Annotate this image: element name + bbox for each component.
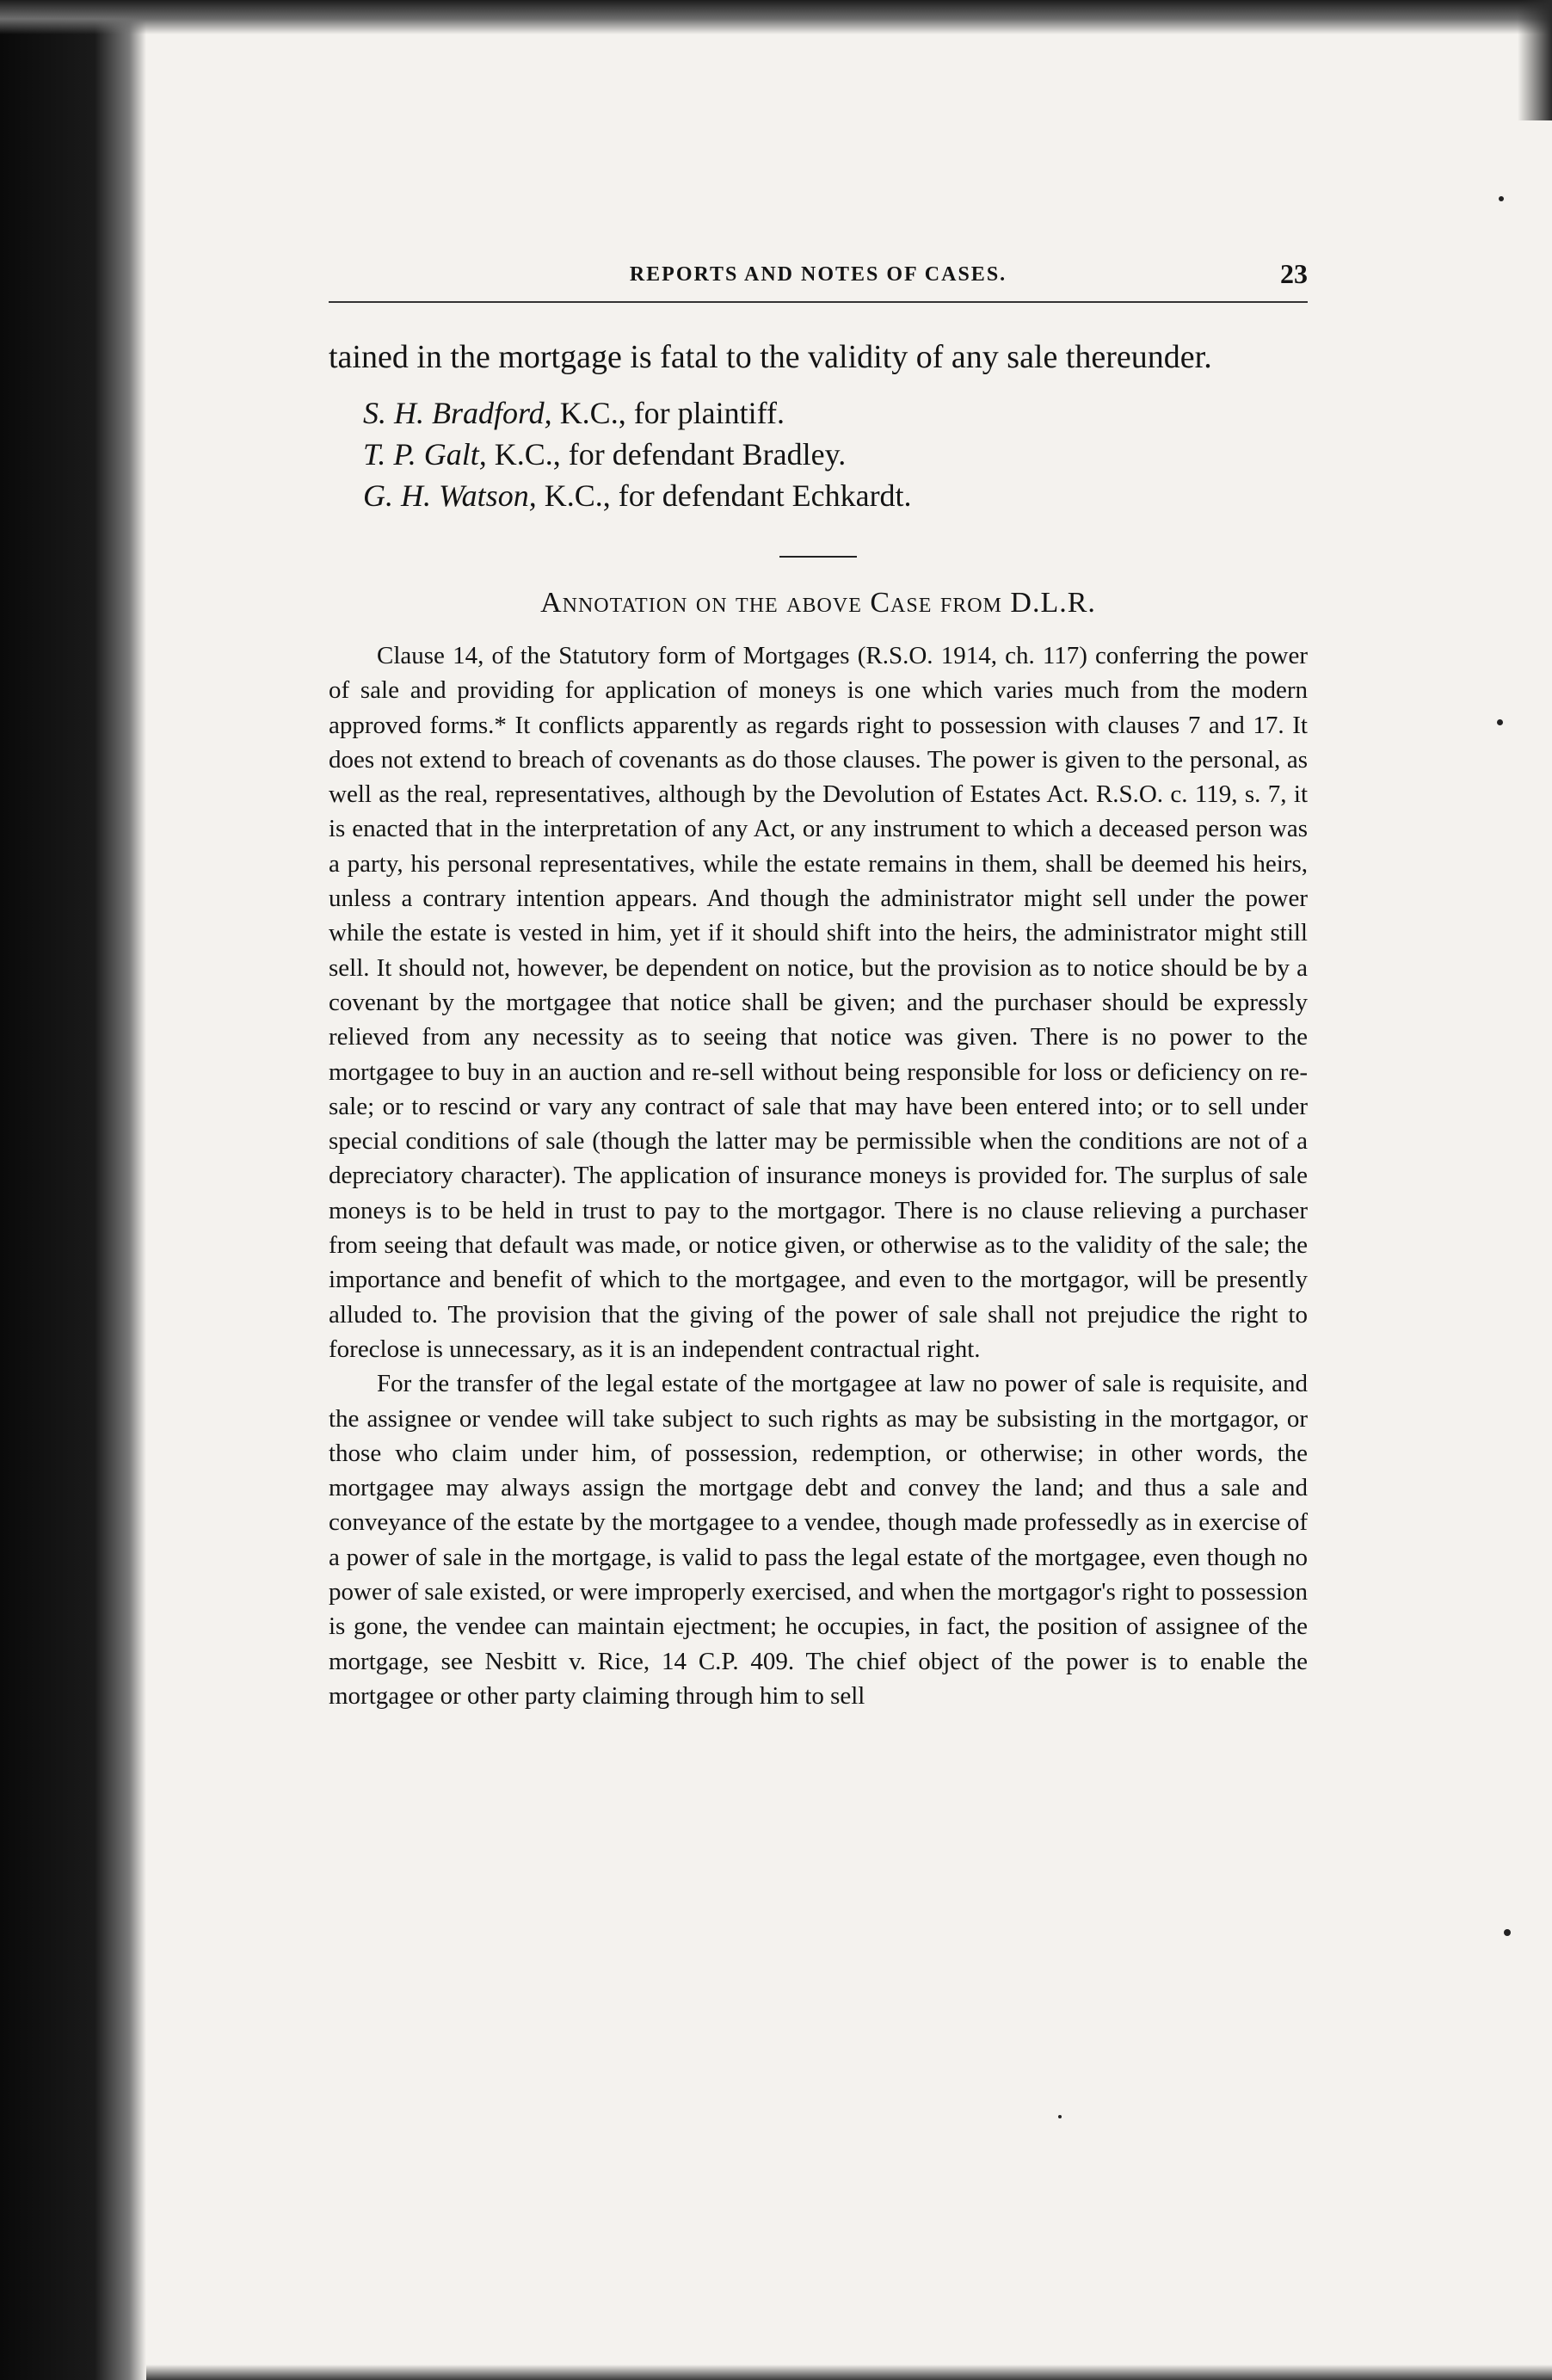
counsel-role: K.C., for plaintiff. [551,396,785,430]
counsel-entry [363,475,1308,516]
running-title: REPORTS AND NOTES OF CASES. [629,263,1007,286]
running-head [329,258,1308,303]
page-number: 23 [1280,258,1308,289]
scan-speck [1499,196,1504,201]
counsel-name: G. H. Watson, [363,478,537,513]
counsel-role: K.C., for defendant Echkardt. [536,478,912,513]
annotation-heading: Annotation on the above Case from D.L.R. [540,587,1096,619]
annotation-paragraph: Clause 14, of the Statutory form of Mortgages (R.S.O. 1914, ch. 117) conferring the power of sale and providing for application of moneys is one which varies much from the modern approved forms.* It conflicts apparently as regards right to possession with clauses 7 and 17. It does not extend to breach of covenants as do those clauses. The power is given to the personal, as well as the real, representatives, although by the Devolution of Estates Act. R.S.O. c. 119, s. 7, it is enacted that in the interpretation of any Act, or any instrument to which a deceased person was a party, his personal representatives, while the estate remains in them, shall be deemed his heirs, unless a contrary intention appears. And though the administrator might sell under the power while the estate is vested in him, yet if it should shift into the heirs, the administrator might still sell. It should not, however, be dependent on notice, but the provision as to notice should be by a covenant by the mortgagee that notice shall be given; and the purchaser should be expressly relieved from any necessity as to seeing that notice was given. There is no power to the mortgagee to buy in an auction and re-sell without being responsible for loss or deficiency on re-sale; or to rescind or vary any contract of sale that may have been entered into; or to sell under special conditions of sale (though the latter may be permissible when the conditions are not of a depreciatory character). The application of insurance moneys is provided for. The surplus of sale moneys is to be held in trust to pay to the mortgagor. There is no clause relieving a purchaser from seeing that default was made, or notice given, or otherwise as to the validity of the sale; the importance and benefit of which to the mortgagee, and even to the mortgagor, will be presently alluded to. The provision that the giving of the power of sale shall not prejudice the right to foreclose is unnecessary, as it is an independent contractual right. [329,642,1308,1363]
scan-edge-left [0,0,146,2380]
counsel-name: T. P. Galt, [363,437,487,472]
counsel-list [329,392,1308,516]
scan-speck [1497,719,1503,725]
counsel-entry [363,392,1308,434]
scan-edge-bottom [146,2365,1552,2380]
annotation-paragraph: For the transfer of the legal estate of the mortgagee at law no power of sale is requisite, and the assignee or vendee will take subject to such rights as may be subsisting in the mortgagor, or those who claim under him, of possession, redemption, or otherwise; in other words, the mortgagee may always assign the mortgage debt and convey the land; and thus a sale and conveyance of the estate by the mortgagee to a vendee, though made professedly as in exercise of a power of sale in the mortgage, is valid to pass the legal estate of the mortgagee, even though no power of sale existed, or were improperly exercised, and when the mortgagor's right to possession is gone, the vendee can maintain ejectment; he occupies, in fact, the position of assignee of the mortgage, see Nesbitt v. Rice, 14 C.P. 409. The chief object of the power is to enable the mortgagee or other party claiming through him to sell [329,1370,1308,1710]
scan-speck [1504,1929,1511,1936]
section-divider [779,556,857,558]
counsel-name: S. H. Bradford, [363,396,552,430]
book-page [329,258,1308,1713]
scan-edge-right [1518,0,1552,120]
counsel-role: K.C., for defendant Bradley. [486,437,847,472]
scan-edge-top [0,0,1552,34]
counsel-entry [363,434,1308,475]
annotation-body [329,638,1308,1713]
scan-speck [1058,2115,1062,2118]
continuation-text: tained in the mortgage is fatal to the validity of any sale thereunder. [329,339,1212,375]
